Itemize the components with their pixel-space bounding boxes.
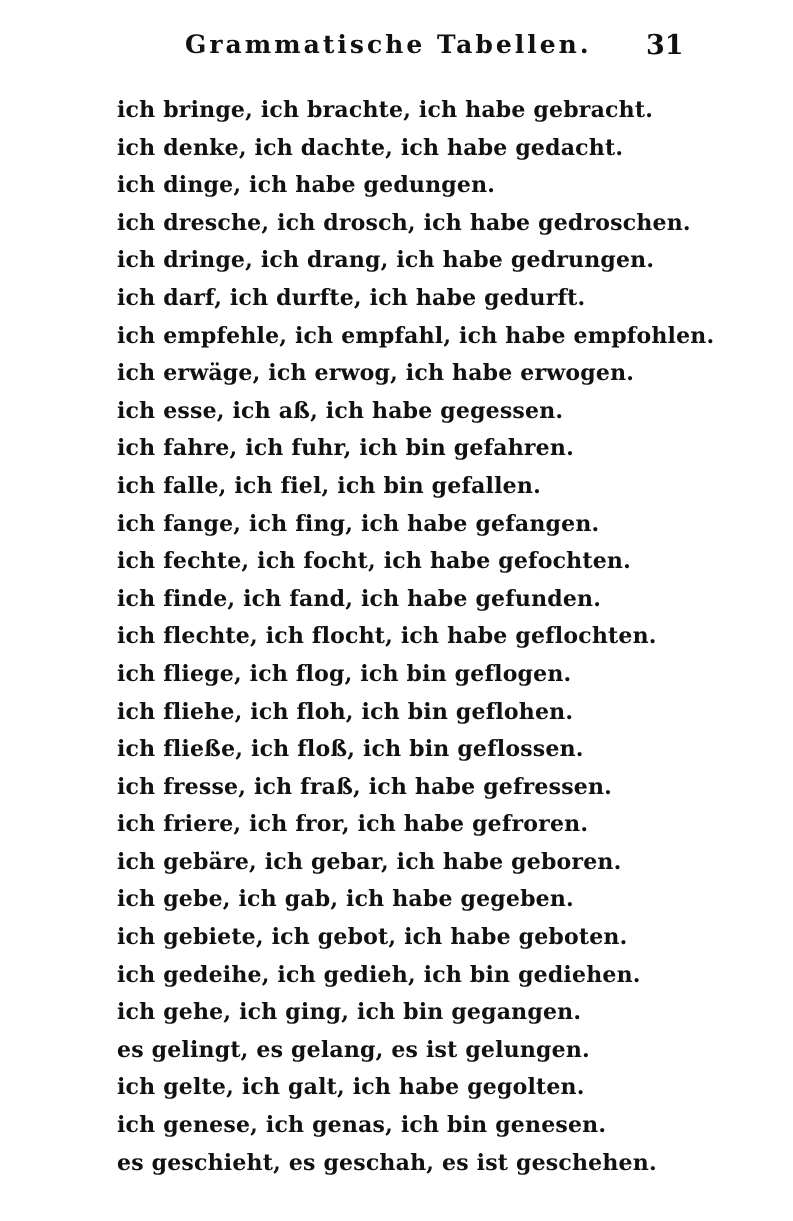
verb-line: ich fange, ich fing, ich habe gefangen.: [117, 510, 600, 537]
verb-line: ich falle, ich fiel, ich bin gefallen.: [117, 472, 541, 499]
verb-line: ich esse, ich aß, ich habe gegessen.: [117, 397, 564, 424]
verb-line: ich empfehle, ich empfahl, ich habe empfohlen.: [117, 322, 715, 349]
verb-line: ich dringe, ich drang, ich habe gedrungen.: [117, 247, 655, 274]
verb-line: ich flechte, ich flocht, ich habe geflochten.: [117, 623, 657, 650]
verb-line: ich erwäge, ich erwog, ich habe erwogen.: [117, 360, 635, 387]
verb-line: ich fechte, ich focht, ich habe gefochten.: [117, 548, 631, 575]
verb-line: ich fahre, ich fuhr, ich bin gefahren.: [117, 435, 574, 462]
verb-line: ich gebiete, ich gebot, ich habe geboten.: [117, 924, 628, 951]
verb-line: ich gedeihe, ich gedieh, ich bin gediehen.: [117, 961, 641, 988]
verb-line: ich fresse, ich fraß, ich habe gefressen.: [117, 773, 613, 800]
verb-line: es gelingt, es gelang, es ist gelungen.: [117, 1036, 590, 1063]
verb-conjugation-list: [117, 92, 714, 1182]
verb-line: ich fliege, ich flog, ich bin geflogen.: [117, 660, 572, 687]
verb-line: ich fliehe, ich floh, ich bin geflohen.: [117, 698, 574, 725]
verb-line: ich denke, ich dachte, ich habe gedacht.: [117, 134, 624, 161]
verb-line: ich fließe, ich floß, ich bin geflossen.: [117, 736, 584, 763]
verb-line: ich gelte, ich galt, ich habe gegolten.: [117, 1074, 585, 1101]
verb-line: ich bringe, ich brachte, ich habe gebracht.: [117, 97, 654, 123]
page-number: 31: [646, 30, 684, 61]
verb-line: ich dinge, ich habe gedungen.: [117, 172, 496, 199]
verb-line: es geschieht, es geschah, es ist geschehen.: [117, 1149, 657, 1176]
verb-line: ich gebe, ich gab, ich habe gegeben.: [117, 886, 574, 913]
running-head: Grammatische Tabellen.: [185, 30, 592, 59]
verb-line: ich genese, ich genas, ich bin genesen.: [117, 1112, 607, 1139]
verb-line: ich gehe, ich ging, ich bin gegangen.: [117, 999, 582, 1026]
verb-line: ich finde, ich fand, ich habe gefunden.: [117, 585, 602, 612]
verb-line: ich darf, ich durfte, ich habe gedurft.: [117, 284, 586, 311]
verb-line: ich gebäre, ich gebar, ich habe geboren.: [117, 848, 622, 875]
verb-line: ich friere, ich fror, ich habe gefroren.: [117, 811, 589, 838]
verb-line: ich dresche, ich drosch, ich habe gedroschen.: [117, 209, 691, 236]
